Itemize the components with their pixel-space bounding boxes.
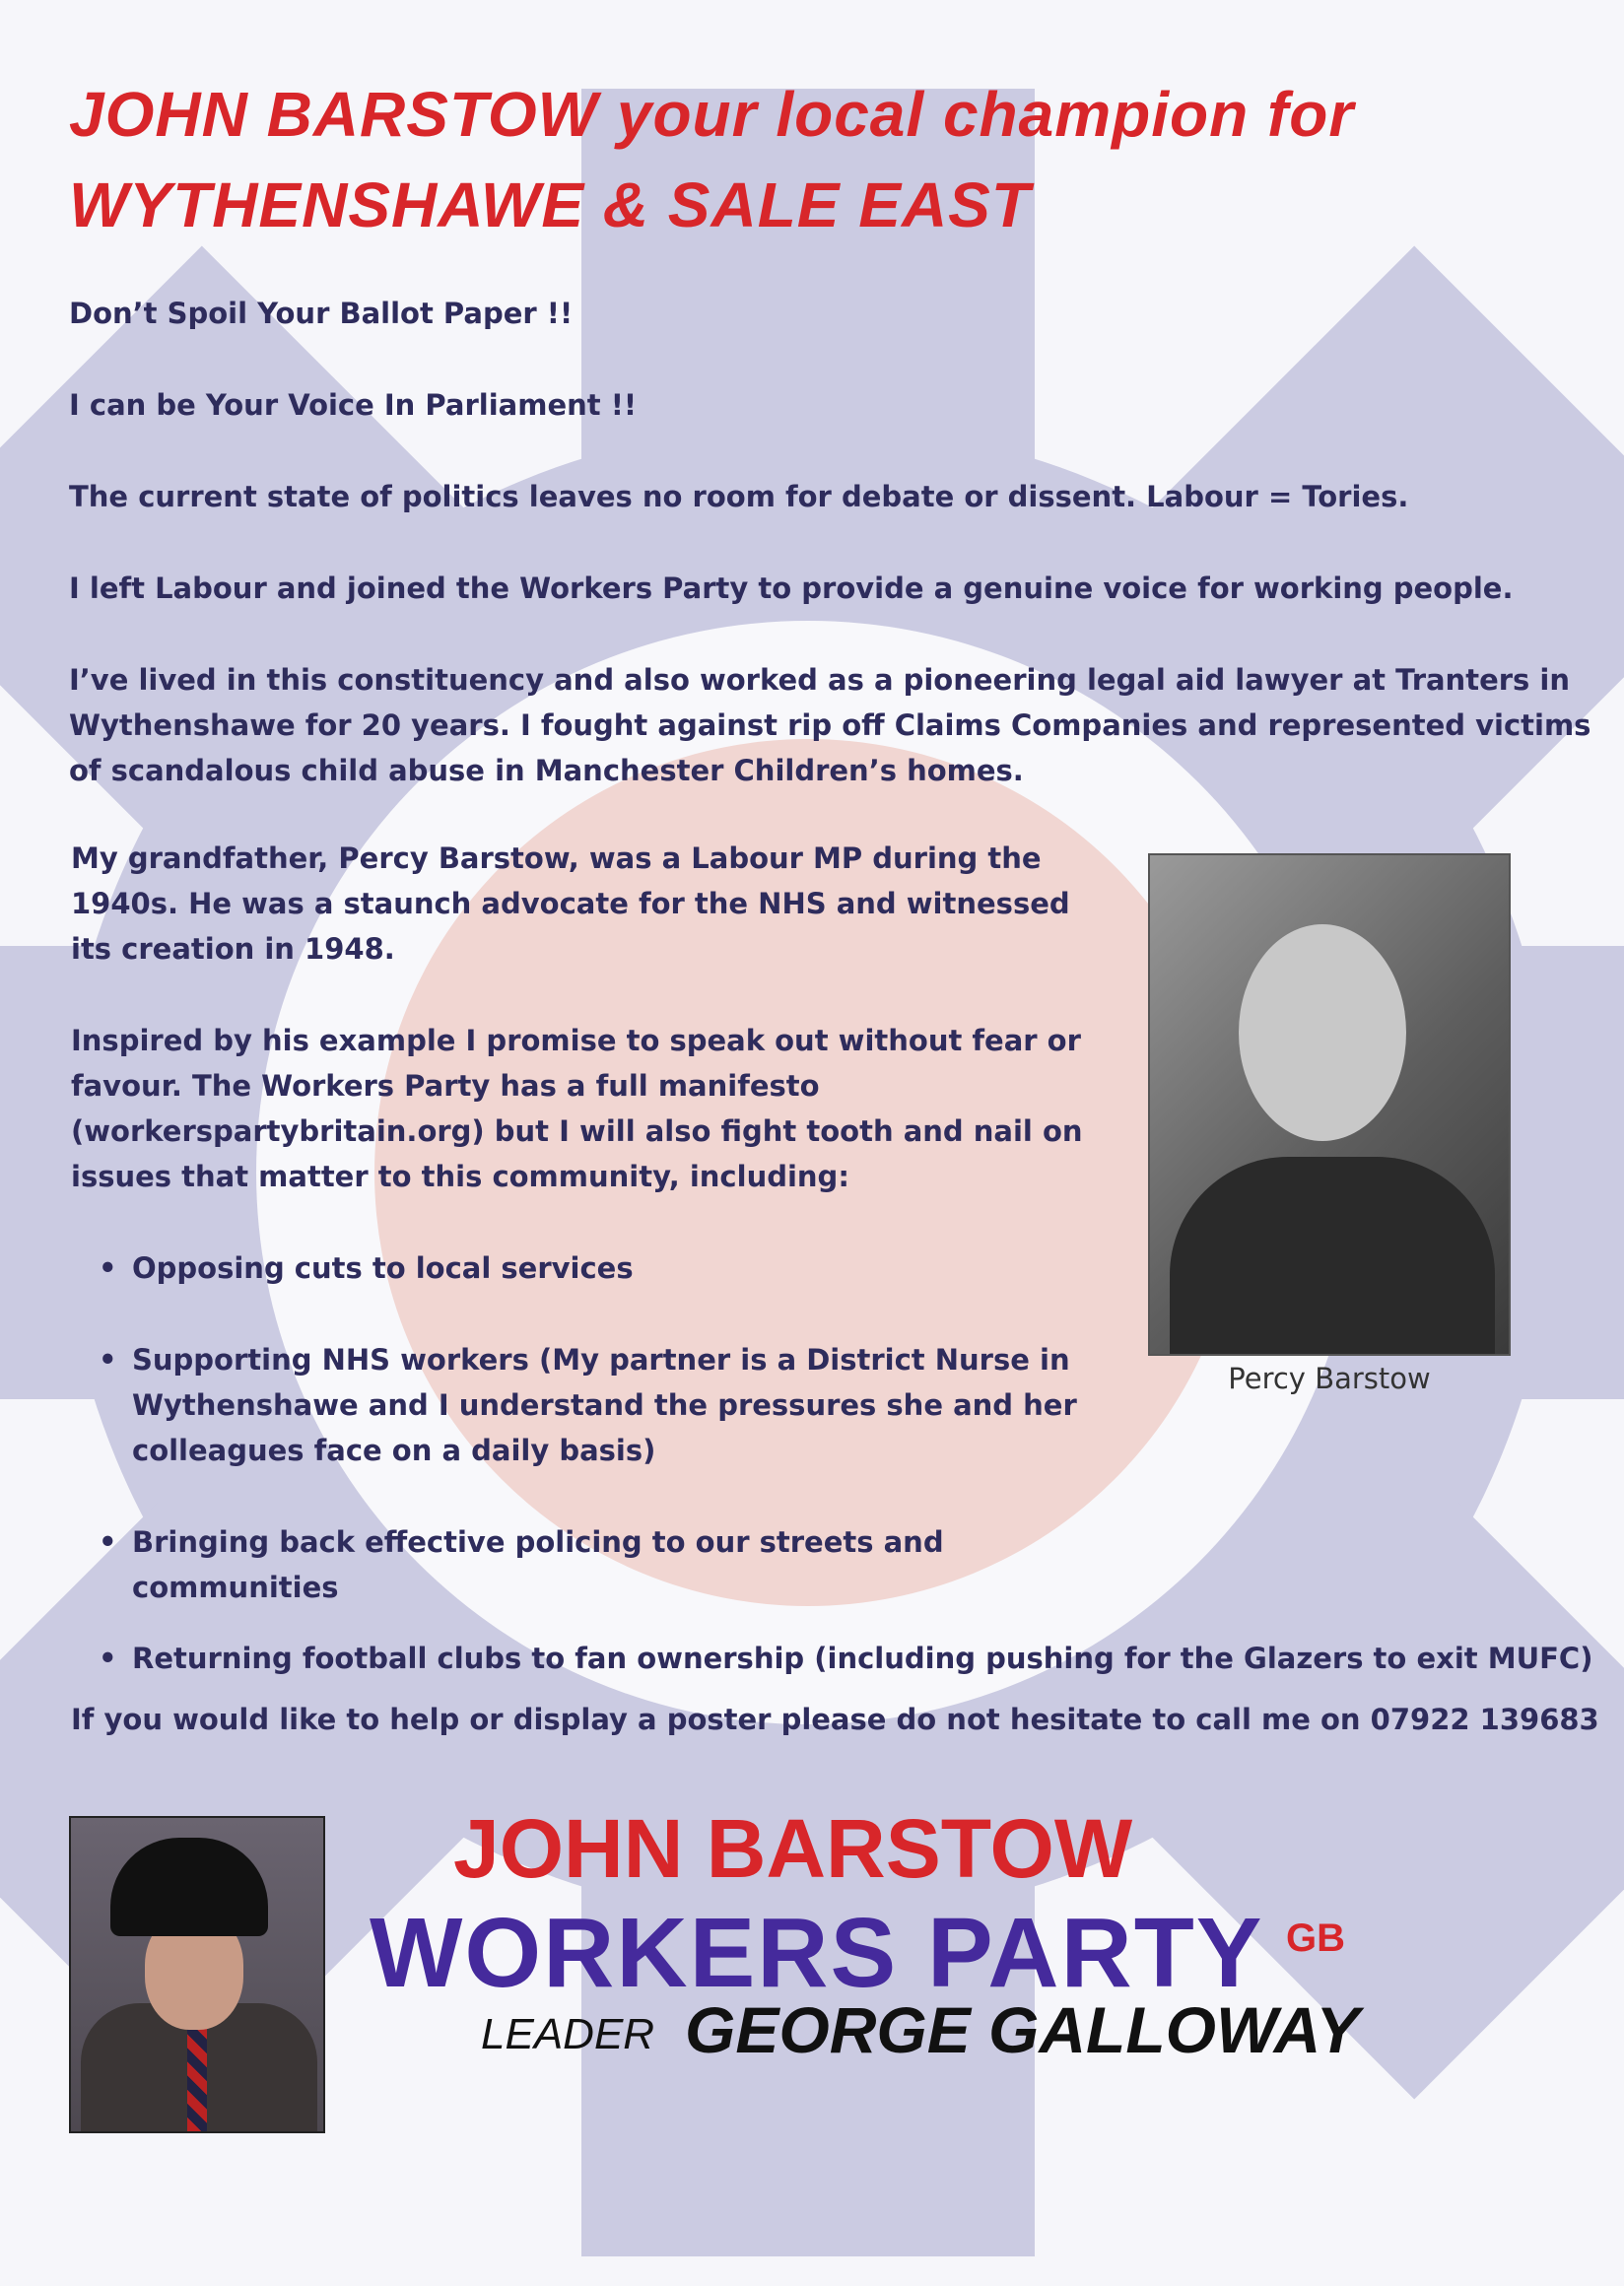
- intro-paragraphs: [69, 291, 1606, 840]
- percy-barstow-photo: [1148, 853, 1511, 1356]
- photo-caption: Percy Barstow: [1228, 1362, 1431, 1395]
- page-title: [69, 69, 1354, 250]
- leader-label: LEADER: [481, 2010, 655, 2058]
- paragraph-politics: The current state of politics leaves no room for debate or dissent. Labour = Tories.: [69, 480, 1409, 513]
- paragraph-background: I’ve lived in this constituency and also worked as a pioneering legal aid lawyer at Tranters in Wythenshawe for 20 years. I fought against rip off Claims Companies and represented victims of scandalous child abuse in Manchester Children’s homes.: [69, 663, 1591, 787]
- party-logo-text: WORKERS PARTY: [370, 1898, 1264, 2008]
- candidate-name: JOHN BARSTOW: [453, 1802, 1133, 1895]
- contact-paragraph: If you would like to help or display a poster please do not hesitate to call me on 07922 139683: [71, 1703, 1599, 1736]
- leader-name: GEORGE GALLOWAY: [685, 1993, 1360, 2066]
- list-item: • Supporting NHS workers (My partner is a District Nurse in Wythenshawe and I understand the pressures she and her colleagues face on a daily basis): [99, 1337, 1116, 1473]
- title-line-2: WYTHENSHAWE & SALE EAST: [69, 169, 1031, 240]
- paragraph-ballot: Don’t Spoil Your Ballot Paper !!: [69, 297, 574, 330]
- closing-section: [71, 1636, 1624, 1788]
- list-item: • Opposing cuts to local services: [99, 1245, 1116, 1291]
- list-item: • Returning football clubs to fan ownership (including pushing for the Glazers to exit MUFC): [99, 1636, 1624, 1681]
- paragraph-grandfather: My grandfather, Percy Barstow, was a Labour MP during the 1940s. He was a staunch advocate for the NHS and witnessed its creation in 1948.: [71, 841, 1070, 966]
- george-galloway-photo: [69, 1816, 325, 2133]
- paragraph-left-labour: I left Labour and joined the Workers Party to provide a genuine voice for working people.: [69, 572, 1514, 605]
- issues-list-continued: [99, 1636, 1624, 1681]
- paragraph-promise: Inspired by his example I promise to speak out without fear or favour. The Workers Party has a full manifesto (workerspartybritain.org) but I will also fight tooth and nail on issues that matter to this community, including:: [71, 1024, 1083, 1193]
- party-suffix: GB: [1286, 1916, 1345, 1960]
- issues-list: [99, 1245, 1116, 1610]
- list-item: • Bringing back effective policing to our streets and communities: [99, 1519, 1116, 1610]
- paragraph-voice: I can be Your Voice In Parliament !!: [69, 388, 638, 422]
- title-line-1: JOHN BARSTOW your local champion for: [69, 79, 1355, 150]
- main-column: [71, 836, 1116, 1656]
